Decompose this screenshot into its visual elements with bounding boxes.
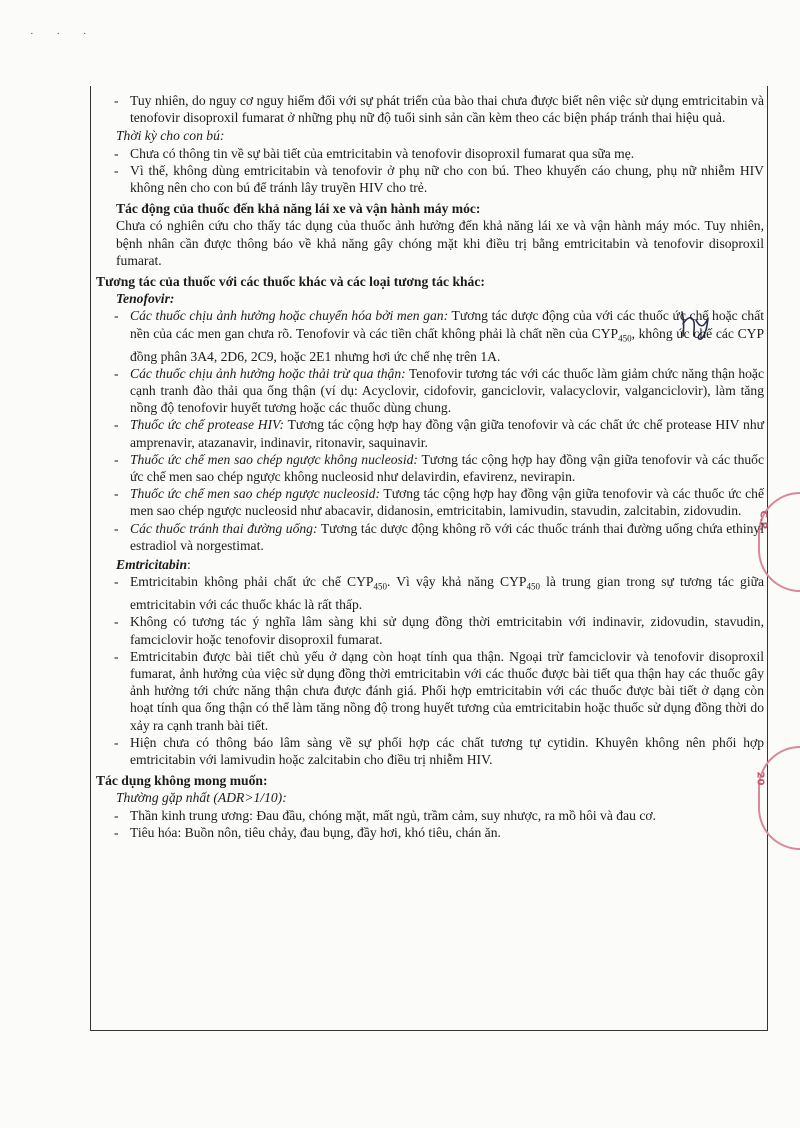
stamp-seal-text: 20	[754, 771, 766, 786]
driving-heading: Tác động của thuốc đến khả năng lái xe và vận hành máy móc:	[116, 201, 481, 217]
scan-specks: · · ·	[30, 28, 97, 40]
item-text: Tenofovir tương tác với các thuốc làm giảm chức năng thận hoặc cạnh tranh đào thải qua ống thận (ví dụ: Acyclovir, cidofovir, ganciclovir, valacyclovir, valganciclovir), làm tăng nồng độ tenofovir huyết tương hoặc các thuốc dùng chung.	[130, 365, 764, 416]
item-text: là trung gian trong sự tương tác giữa emtricitabin với các thuốc khác là rất thấp.	[130, 574, 764, 613]
item-text: , không ức chế các CYP đồng phân 3A4, 2D6, 2C9, hoặc 2E1 nhưng hơi ức chế nhẹ trên 1A.	[130, 325, 765, 364]
adverse-effect-item: - Tiêu hóa: Buồn nôn, tiêu chảy, đau bụng, đầy hơi, khó tiêu, chán ăn.	[96, 824, 764, 841]
item-text: Tương tác dược động không rõ với các thuốc tránh thai đường uống chứa ethinyl estradiol và norgestimat.	[130, 520, 764, 553]
emtricitabin-heading	[96, 556, 764, 573]
lactation-heading: Thời kỳ cho con bú:	[116, 128, 225, 144]
emtricitabin-interaction-item: - Emtricitabin được bài tiết chủ yếu ở dạng còn hoạt tính qua thận. Ngoại trừ famciclovir và tenofovir disoproxil fumarat, ảnh hưởng của việc sử dụng đồng thời emtricitabin với các thuốc được bài tiết qua thận hay các thuốc gây ảnh hưởng tới chức năng thận chưa được đánh giá. Phối hợp emtricitabin với các thuốc được bài tiết ở dạng còn hoạt tính qua ống thận có thể làm tăng nồng độ trong huyết tương của emtricitabin hoặc thuốc sử dụng đồng thời do xảy ra cạnh tranh bài tiết.	[96, 648, 764, 734]
emtricitabin-interaction-item: - Hiện chưa có thông báo lâm sàng về sự phối hợp các chất tương tự cytidin. Khuyên không nên phối hợp emtricitabin với lamivudin hoặc zalcitabin cho điều trị nhiễm HIV.	[96, 734, 764, 768]
item-text: Tương tác cộng hợp hay đồng vận giữa tenofovir và các thuốc ức chế men sao chép ngược không nucleosid như delavirdin, efavirenz, nevirapin.	[130, 451, 764, 484]
item-text: Tương tác dược động của với các thuốc ức chế hoặc chất nền của các men gan chưa rõ. Tenofovir và các tiền chất không phải là chất nền của CYP	[130, 308, 765, 341]
tenofovir-interaction-item	[96, 520, 764, 554]
item-lead: Các thuốc chịu ảnh hưởng hoặc chuyển hóa bởi men gan:	[130, 308, 449, 324]
adverse-effect-item: - Thần kinh trung ương: Đau đầu, chóng mặt, mất ngủ, trầm cảm, suy nhược, ra mồ hôi và đau cơ.	[96, 807, 764, 824]
tenofovir-interaction-item	[96, 451, 764, 485]
common-effects-heading: Thường gặp nhất (ADR>1/10):	[116, 790, 287, 806]
emtricitabin-interaction-item: - Không có tương tác ý nghĩa lâm sàng khi sử dụng đồng thời emtricitabin với indinavir, zidovudin, stavudin, famciclovir hoặc tenofovir disoproxil fumarat.	[96, 613, 764, 647]
stamp-seal-text: C.P.	[757, 510, 769, 531]
subscript: 450	[373, 581, 387, 592]
tenofovir-heading: Tenofovir:	[116, 291, 175, 307]
item-text: . Vì vậy khả năng CYP	[386, 574, 527, 590]
pregnancy-bullet: - Tuy nhiên, do nguy cơ nguy hiểm đối với sự phát triển của bào thai chưa được biết nên việc sử dụng emtricitabin và tenofovir disoproxil fumarat ở những phụ nữ độ tuổi sinh sản cần kèm theo các biện pháp tránh thai hiệu quả.	[96, 92, 764, 126]
item-text: Tương tác cộng hợp hay đồng vận giữa tenofovir và các thuốc ức chế men sao chép ngược nucleosid như abacavir, didanosin, emtricitabin, lamivudin, stavudin, zalcitabin, zidovudin.	[130, 486, 765, 519]
tenofovir-interaction-item	[96, 365, 764, 417]
adverse-effects-heading: Tác dụng không mong muốn:	[96, 773, 268, 789]
item-lead: Các thuốc chịu ảnh hưởng hoặc thải trừ qua thận:	[130, 365, 406, 381]
item-lead: Thuốc ức chế men sao chép ngược nucleosid:	[130, 486, 380, 502]
tenofovir-interaction-item	[96, 307, 764, 364]
item-text: Tương tác cộng hợp hay đồng vận giữa tenofovir và các chất ức chế protease HIV như amprenavir, atazanavir, indinavir, ritonavir, saquinavir.	[130, 417, 764, 450]
lactation-bullet: - Vì thế, không dùng emtricitabin và tenofovir ở phụ nữ cho con bú. Theo khuyến cáo chung, phụ nữ nhiễm HIV không nên cho con bú để tránh lây truyền HIV cho trẻ.	[96, 162, 764, 196]
item-lead: Thuốc ức chế men sao chép ngược không nucleosid:	[130, 451, 418, 467]
driving-paragraph: Chưa có nghiên cứu cho thấy tác dụng của thuốc ảnh hưởng đến khả năng lái xe và vận hành máy móc. Tuy nhiên, bệnh nhân cần được thông báo về khả năng gây chóng mặt khi điều trị bằng emtricitabin và tenofovir disoproxil fumarat.	[116, 218, 764, 268]
item-text: Emtricitabin không phải chất ức chế CYP	[130, 574, 374, 590]
emtricitabin-interaction-item	[96, 573, 764, 613]
subscript: 450	[618, 333, 632, 344]
heading-text: Emtricitabin	[116, 557, 188, 572]
document-body	[96, 92, 764, 841]
item-lead: Các thuốc tránh thai đường uống:	[130, 520, 318, 536]
heading-colon: :	[187, 557, 191, 572]
interaction-heading: Tương tác của thuốc với các thuốc khác và các loại tương tác khác:	[96, 274, 485, 290]
tenofovir-interaction-item	[96, 485, 764, 519]
lactation-bullet: - Chưa có thông tin về sự bài tiết của emtricitabin và tenofovir disoproxil fumarat qua sữa mẹ.	[96, 145, 764, 162]
subscript: 450	[526, 581, 540, 592]
item-lead: Thuốc ức chế protease HIV:	[130, 417, 285, 433]
tenofovir-interaction-item	[96, 416, 764, 450]
